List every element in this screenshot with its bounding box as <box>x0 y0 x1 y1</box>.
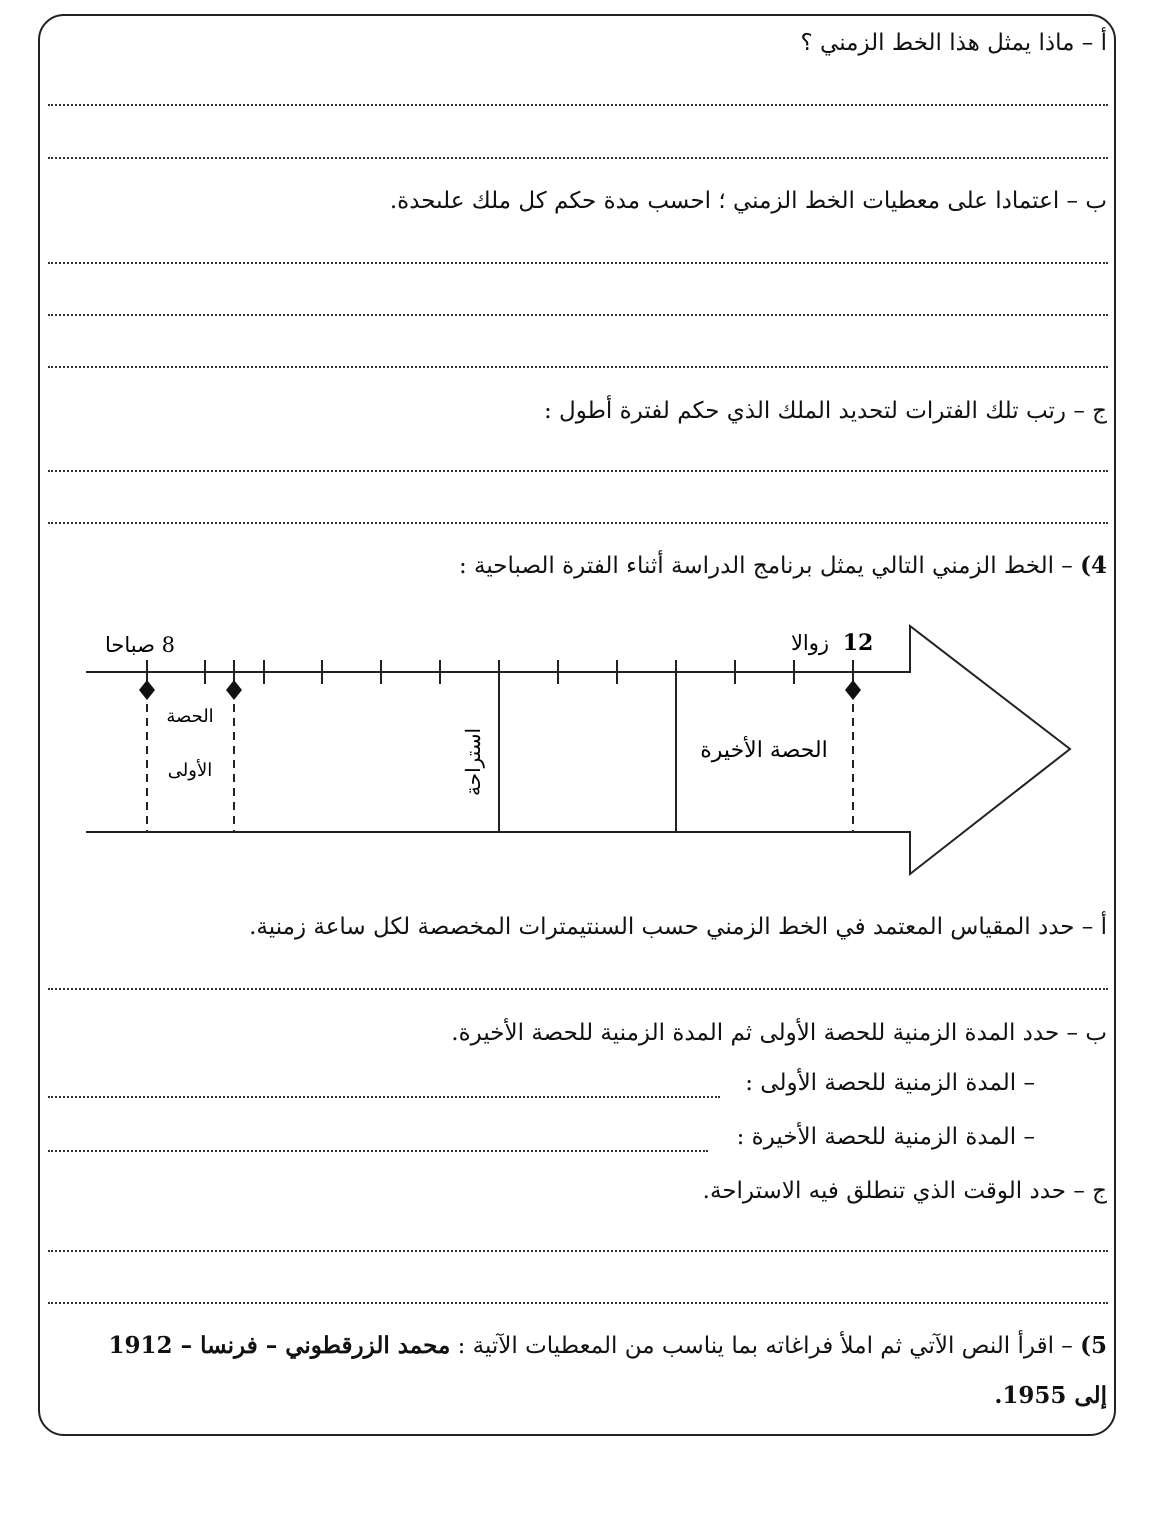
first-session-answer-line[interactable] <box>48 1096 720 1098</box>
answer-line[interactable] <box>48 314 1108 316</box>
first-session-label-2: الأولى <box>167 760 213 781</box>
question-5-number: 5) <box>1080 1332 1107 1359</box>
question-5-data: محمد الزرقطوني – فرنسا – 1912 <box>108 1332 451 1359</box>
timeline-end-number: 12 <box>842 630 874 656</box>
timeline-start-label: 8 صباحا <box>105 633 175 657</box>
question-5-continued <box>994 1382 1107 1409</box>
question-b1: ب – اعتمادا على معطيات الخط الزمني ؛ احسب مدة حكم كل ملك علىحدة. <box>389 188 1107 214</box>
answer-line[interactable] <box>48 522 1108 524</box>
last-session-duration-label: – المدة الزمنية للحصة الأخيرة : <box>736 1124 1035 1150</box>
question-b2: ب – حدد المدة الزمنية للحصة الأولى ثم المدة الزمنية للحصة الأخيرة. <box>451 1020 1107 1046</box>
first-session-label-1: الحصة <box>166 706 214 727</box>
question-4-text: – الخط الزمني التالي يمثل برنامج الدراسة أثناء الفترة الصباحية : <box>458 553 1081 579</box>
question-5 <box>109 1332 1107 1359</box>
answer-line[interactable] <box>48 157 1108 159</box>
page-frame <box>38 14 1116 1436</box>
answer-line[interactable] <box>48 366 1108 368</box>
answer-line[interactable] <box>48 470 1108 472</box>
timeline-end-word: زوالا <box>790 631 830 655</box>
answer-line[interactable] <box>48 104 1108 106</box>
answer-line[interactable] <box>48 1250 1108 1252</box>
last-session-label: الحصة الأخيرة <box>700 738 828 763</box>
question-c1: ج – رتب تلك الفترات لتحديد الملك الذي حكم لفترة أطول : <box>543 398 1107 424</box>
question-4-number: 4) <box>1080 552 1107 579</box>
question-5-line2: إلى 1955. <box>994 1382 1107 1409</box>
question-a2: أ – حدد المقياس المعتمد في الخط الزمني حسب السنتيمترات المخصصة لكل ساعة زمنية. <box>249 914 1107 940</box>
question-c2: ج – حدد الوقت الذي تنطلق فيه الاستراحة. <box>702 1178 1107 1204</box>
answer-line[interactable] <box>48 988 1108 990</box>
answer-line[interactable] <box>48 1302 1108 1304</box>
question-5-text: – اقرأ النص الآتي ثم املأ فراغاته بما يناسب من المعطيات الآتية : <box>450 1333 1081 1359</box>
question-4 <box>459 552 1107 579</box>
break-label: استراحة <box>461 727 485 797</box>
last-session-answer-line[interactable] <box>48 1150 708 1152</box>
first-session-duration-label: – المدة الزمنية للحصة الأولى : <box>745 1070 1035 1096</box>
answer-line[interactable] <box>48 262 1108 264</box>
question-a1: أ – ماذا يمثل هذا الخط الزمني ؟ <box>800 30 1107 56</box>
